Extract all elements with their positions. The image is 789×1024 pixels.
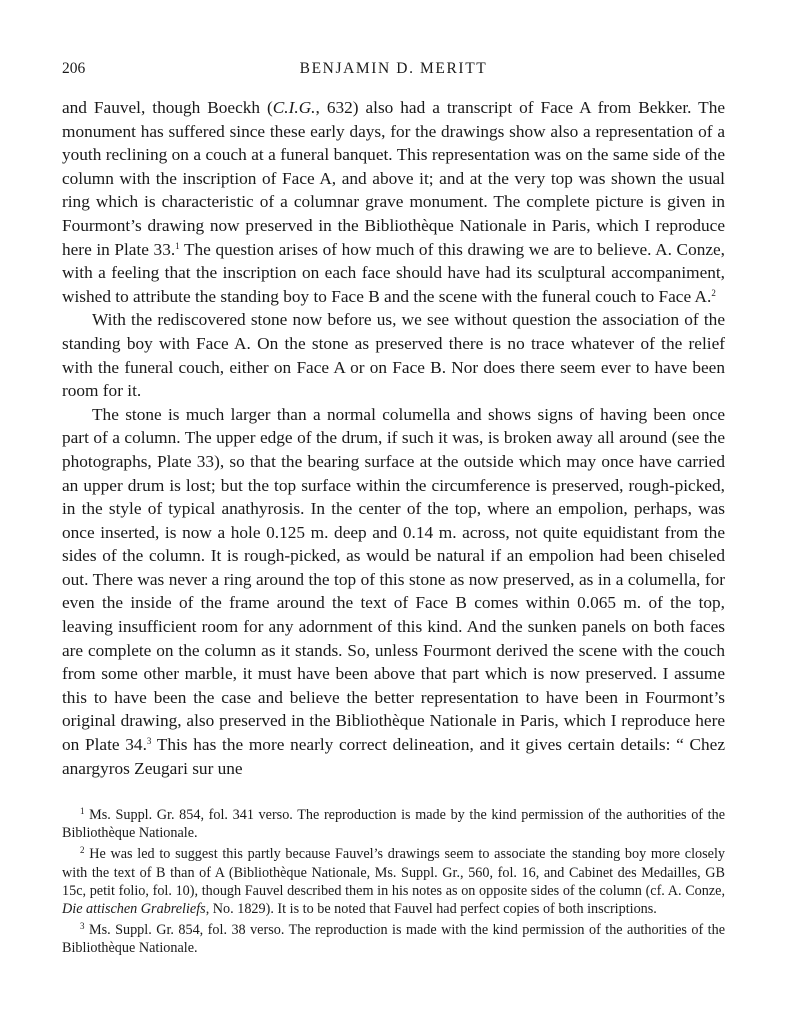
footnote-mark: 1 (80, 806, 85, 816)
page-number: 206 (62, 60, 86, 77)
body-text (62, 96, 725, 780)
footnote-ref-2: 2 (711, 287, 716, 298)
paragraph-2: With the rediscovered stone now before us, we see without question the association of the standing boy with Face A. On the stone as preserved there is no trace whatever of the relief with the funeral couch, either on Face A or on Face B. Nor does there seem ever to have been room for it. (62, 310, 725, 401)
footnote-1: $^1$ Ms. Suppl. Gr. 854, fol. 341 verso. The reproduction is made by the kind permission of the authorities of the Bibliothèque Nationale. (62, 806, 725, 842)
footnotes (62, 806, 725, 961)
paragraph-1: and Fauvel, though Boeckh (C.I.G., 632) also had a transcript of Face A from Bekker. The monument has suffered since these early days, for the drawings show also a representation of a youth reclining on a couch at a funeral banquet. This representation was on the same side of the column with the inscription of Face A, and above it; and at the very top was shown the usual ring which is characteristic of a columnar grave monument. The complete picture is given in Fourmont’s drawing now preserved in the Bibliothèque Nationale in Paris, which I reproduce here in Plate 33.$^1$ The question arises of how much of this drawing we are to believe. A. Conze, with a feeling that the inscription on each face should have had its sculptural accompaniment, wished to attribute the standing boy to Face B and the scene with the funeral couch to Face A.$^2$ (62, 98, 726, 306)
footnote-2: $^2$ He was led to suggest this partly because Fauvel’s drawings seem to associate the standing boy more closely with the text of B than of A (Bibliothèque Nationale, Ms. Suppl. Gr., 560, fol. 16, and Cabinet des Medailles, GB 15c, petit folio, fol. 10), though Fauvel described them in his notes as on opposite sides of the column (cf. A. Conze, Die attischen Grabreliefs, No. 1829). It is to be noted that Fauvel had perfect copies of both inscriptions. (62, 845, 725, 918)
footnote-mark: 3 (80, 921, 85, 932)
footnote-mark: 2 (80, 845, 85, 856)
footnote-ref-3: 3 (146, 736, 152, 747)
footnote-3: $^3$ Ms. Suppl. Gr. 854, fol. 38 verso. The reproduction is made with the kind permission of the authorities of the Bibliothèque Nationale. (62, 921, 725, 957)
page-header (62, 60, 725, 80)
book-title: Die attischen Grabreliefs (62, 901, 206, 918)
running-head: BENJAMIN D. MERITT (299, 60, 488, 77)
paragraph-3: The stone is much larger than a normal columella and shows signs of having been once part of a column. The upper edge of the drum, if such it was, is broken away all around (see the photographs, Plate 33), so that the bearing surface at the outside which may once have carried an upper drum is lost; but the top surface within the circumference is preserved, rough-picked, in the style of typical anathyrosis. In the center of the top, where an empolion, perhaps, was once inserted, is now a hole 0.125 m. deep and 0.14 m. across, not quite equidistant from the sides of the column. It is rough-picked, as would be natural if an empolion had been chiseled out. There was never a ring around the top of this stone as now preserved, as in a columella, for even the inside of the frame around the text of Face B comes within 0.065 m. of the top, leaving insufficient room for any adornment of this kind. And the sunken panels on both faces are complete on the column as it stands. So, unless Fourmont derived the scene with the couch from some other marble, it must have been above that part which is now preserved. I assume this to have been the case and believe the better representation to have been in Fourmont’s original drawing, also preserved in the Bibliothèque Nationale in Paris, which I reproduce here on Plate 34.$^3$ This has the more nearly correct delineation, and it gives certain details: “ Chez anargyros Zeugari sur une (62, 404, 725, 778)
citation-cig: C.I.G. (272, 98, 316, 117)
footnote-ref-1: 1 (175, 240, 180, 251)
